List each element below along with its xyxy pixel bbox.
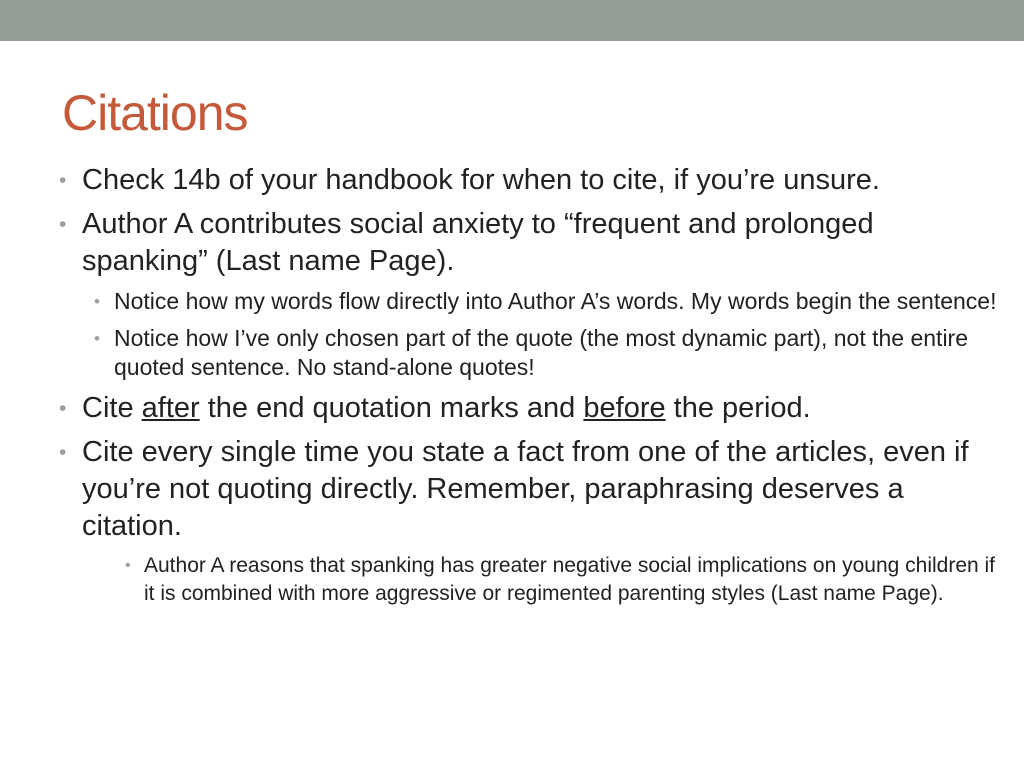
bullet-text: Cite every single time you state a fact from one of the articles, even if you’re not quoting directly. Remember, paraphrasing deserves a citation. <box>82 436 969 542</box>
bullet-text: Author A contributes social anxiety to “frequent and prolonged spanking” (Last name Page). <box>82 208 874 277</box>
bullet-dot-icon: • <box>59 441 67 464</box>
bullet-dot-icon: • <box>94 292 100 311</box>
sub-bullet-item <box>0 287 1000 316</box>
bullet-dot-icon: • <box>94 329 100 348</box>
header-bar <box>0 0 1024 41</box>
slide-content <box>0 162 1000 608</box>
sub-bullet-item <box>0 324 1000 382</box>
bullet-item <box>0 162 1000 199</box>
bullet-text-part: the end quotation marks and <box>199 392 584 424</box>
sub-sub-bullet-item <box>0 552 1000 608</box>
slide-title: Citations <box>62 85 248 141</box>
sub-sub-bullet-text: Author A reasons that spanking has greater negative social implications on young children if it is combined with more aggressive or regimented parenting styles (Last name Page). <box>144 554 996 605</box>
sub-bullet-text: Notice how my words flow directly into Author A’s words. My words begin the sentence! <box>114 288 997 314</box>
bullet-item <box>0 390 1000 427</box>
underlined-word-after: after <box>141 392 200 424</box>
bullet-text: Check 14b of your handbook for when to cite, if you’re unsure. <box>82 164 880 196</box>
underlined-word-before: before <box>583 392 666 424</box>
bullet-dot-icon: • <box>125 557 131 574</box>
bullet-dot-icon: • <box>59 169 67 192</box>
bullet-dot-icon: • <box>59 397 67 420</box>
bullet-text-part: the period. <box>665 392 811 424</box>
sub-bullet-text: Notice how I’ve only chosen part of the quote (the most dynamic part), not the entire quoted sentence. No stand-alone quotes! <box>114 325 969 380</box>
bullet-text-part: Cite <box>82 392 142 424</box>
bullet-dot-icon: • <box>59 213 67 236</box>
bullet-item <box>0 206 1000 280</box>
bullet-item <box>0 434 1000 545</box>
